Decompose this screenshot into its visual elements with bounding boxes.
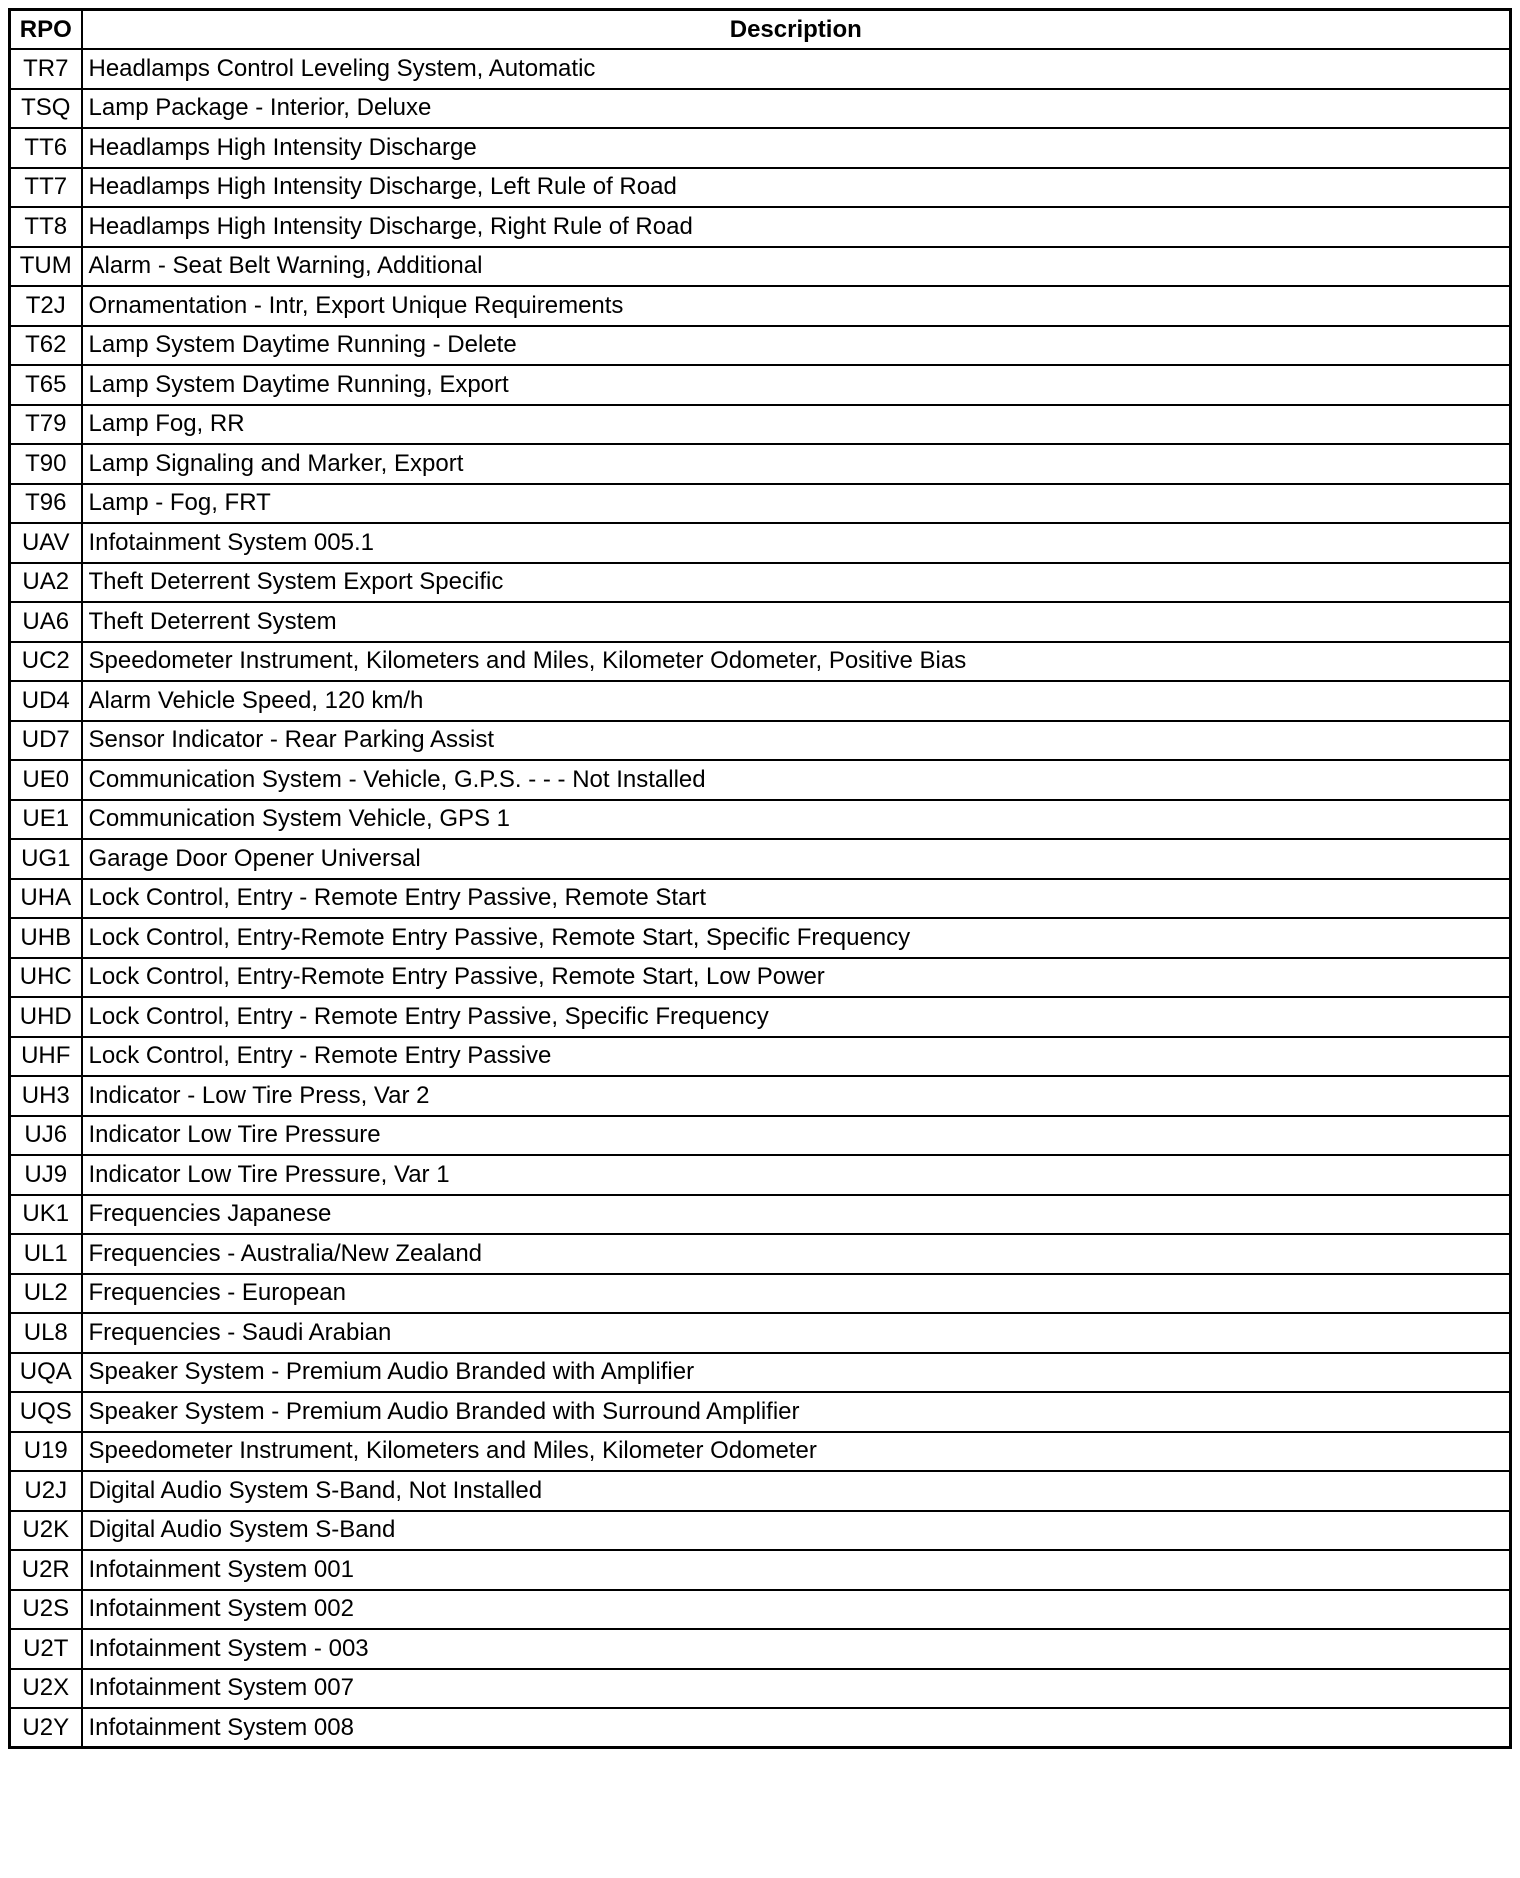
description-cell: Lock Control, Entry - Remote Entry Passive, Remote Start xyxy=(82,879,1511,919)
rpo-code-cell: U19 xyxy=(10,1432,82,1472)
description-cell: Lock Control, Entry - Remote Entry Passive xyxy=(82,1037,1511,1077)
table-row xyxy=(10,1471,1511,1511)
table-row xyxy=(10,1234,1511,1274)
description-cell: Communication System - Vehicle, G.P.S. - - - Not Installed xyxy=(82,760,1511,800)
table-row xyxy=(10,89,1511,129)
table-row xyxy=(10,1155,1511,1195)
rpo-code-cell: TSQ xyxy=(10,89,82,129)
table-row xyxy=(10,1590,1511,1630)
table-header xyxy=(10,10,1511,50)
description-cell: Lamp Package - Interior, Deluxe xyxy=(82,89,1511,129)
rpo-code-cell: TR7 xyxy=(10,49,82,89)
header-description: Description xyxy=(82,10,1511,50)
description-cell: Frequencies - European xyxy=(82,1274,1511,1314)
rpo-code-cell: U2R xyxy=(10,1550,82,1590)
rpo-code-cell: UHD xyxy=(10,997,82,1037)
rpo-code-cell: T96 xyxy=(10,484,82,524)
rpo-code-cell: UD7 xyxy=(10,721,82,761)
table-row xyxy=(10,1353,1511,1393)
rpo-code-cell: UC2 xyxy=(10,642,82,682)
description-cell: Alarm - Seat Belt Warning, Additional xyxy=(82,247,1511,287)
description-cell: Communication System Vehicle, GPS 1 xyxy=(82,800,1511,840)
rpo-code-cell: UA6 xyxy=(10,602,82,642)
table-row xyxy=(10,602,1511,642)
table-row xyxy=(10,642,1511,682)
description-cell: Digital Audio System S-Band, Not Installed xyxy=(82,1471,1511,1511)
rpo-code-cell: UE1 xyxy=(10,800,82,840)
rpo-code-cell: UL1 xyxy=(10,1234,82,1274)
rpo-code-cell: U2T xyxy=(10,1629,82,1669)
table-row xyxy=(10,1669,1511,1709)
rpo-code-cell: T2J xyxy=(10,286,82,326)
description-cell: Lock Control, Entry-Remote Entry Passive, Remote Start, Specific Frequency xyxy=(82,918,1511,958)
rpo-code-cell: UA2 xyxy=(10,563,82,603)
description-cell: Alarm Vehicle Speed, 120 km/h xyxy=(82,681,1511,721)
description-cell: Speaker System - Premium Audio Branded with Amplifier xyxy=(82,1353,1511,1393)
table-row xyxy=(10,1550,1511,1590)
rpo-code-cell: U2K xyxy=(10,1511,82,1551)
table-row xyxy=(10,1116,1511,1156)
description-cell: Infotainment System 008 xyxy=(82,1708,1511,1748)
rpo-code-cell: UJ6 xyxy=(10,1116,82,1156)
description-cell: Indicator Low Tire Pressure, Var 1 xyxy=(82,1155,1511,1195)
rpo-code-cell: T62 xyxy=(10,326,82,366)
table-body xyxy=(10,49,1511,1748)
rpo-code-cell: UQS xyxy=(10,1392,82,1432)
table-row xyxy=(10,681,1511,721)
rpo-code-cell: UE0 xyxy=(10,760,82,800)
description-cell: Sensor Indicator - Rear Parking Assist xyxy=(82,721,1511,761)
description-cell: Speaker System - Premium Audio Branded with Surround Amplifier xyxy=(82,1392,1511,1432)
description-cell: Theft Deterrent System Export Specific xyxy=(82,563,1511,603)
rpo-code-cell: U2Y xyxy=(10,1708,82,1748)
rpo-code-cell: TUM xyxy=(10,247,82,287)
rpo-code-cell: UHB xyxy=(10,918,82,958)
table-row xyxy=(10,1037,1511,1077)
rpo-code-cell: T65 xyxy=(10,365,82,405)
rpo-code-cell: TT8 xyxy=(10,207,82,247)
description-cell: Frequencies - Australia/New Zealand xyxy=(82,1234,1511,1274)
rpo-code-cell: UK1 xyxy=(10,1195,82,1235)
table-row xyxy=(10,286,1511,326)
table-row xyxy=(10,800,1511,840)
rpo-code-cell: UL8 xyxy=(10,1313,82,1353)
rpo-code-cell: T79 xyxy=(10,405,82,445)
rpo-table xyxy=(8,8,1512,1749)
table-row xyxy=(10,997,1511,1037)
rpo-code-cell: UJ9 xyxy=(10,1155,82,1195)
description-cell: Speedometer Instrument, Kilometers and Miles, Kilometer Odometer xyxy=(82,1432,1511,1472)
rpo-code-cell: UQA xyxy=(10,1353,82,1393)
table-row xyxy=(10,444,1511,484)
header-rpo: RPO xyxy=(10,10,82,50)
description-cell: Lamp - Fog, FRT xyxy=(82,484,1511,524)
description-cell: Lamp System Daytime Running - Delete xyxy=(82,326,1511,366)
description-cell: Speedometer Instrument, Kilometers and Miles, Kilometer Odometer, Positive Bias xyxy=(82,642,1511,682)
description-cell: Digital Audio System S-Band xyxy=(82,1511,1511,1551)
table-row xyxy=(10,523,1511,563)
table-row xyxy=(10,918,1511,958)
table-row xyxy=(10,563,1511,603)
description-cell: Headlamps High Intensity Discharge, Right Rule of Road xyxy=(82,207,1511,247)
table-row xyxy=(10,1629,1511,1669)
description-cell: Frequencies - Saudi Arabian xyxy=(82,1313,1511,1353)
table-row xyxy=(10,760,1511,800)
table-row xyxy=(10,1392,1511,1432)
table-row xyxy=(10,1708,1511,1748)
table-row xyxy=(10,168,1511,208)
rpo-code-cell: TT6 xyxy=(10,128,82,168)
description-cell: Infotainment System - 003 xyxy=(82,1629,1511,1669)
description-cell: Infotainment System 002 xyxy=(82,1590,1511,1630)
description-cell: Theft Deterrent System xyxy=(82,602,1511,642)
table-row xyxy=(10,207,1511,247)
description-cell: Lamp Signaling and Marker, Export xyxy=(82,444,1511,484)
description-cell: Headlamps High Intensity Discharge xyxy=(82,128,1511,168)
table-row xyxy=(10,879,1511,919)
rpo-code-cell: TT7 xyxy=(10,168,82,208)
table-row xyxy=(10,326,1511,366)
description-cell: Lock Control, Entry - Remote Entry Passive, Specific Frequency xyxy=(82,997,1511,1037)
table-row xyxy=(10,839,1511,879)
table-row xyxy=(10,365,1511,405)
description-cell: Headlamps High Intensity Discharge, Left Rule of Road xyxy=(82,168,1511,208)
table-row xyxy=(10,958,1511,998)
rpo-code-cell: UD4 xyxy=(10,681,82,721)
rpo-code-cell: U2J xyxy=(10,1471,82,1511)
rpo-code-cell: U2S xyxy=(10,1590,82,1630)
description-cell: Infotainment System 007 xyxy=(82,1669,1511,1709)
rpo-code-cell: T90 xyxy=(10,444,82,484)
rpo-code-cell: U2X xyxy=(10,1669,82,1709)
table-row xyxy=(10,1432,1511,1472)
description-cell: Infotainment System 001 xyxy=(82,1550,1511,1590)
table-row xyxy=(10,721,1511,761)
rpo-code-cell: UHC xyxy=(10,958,82,998)
description-cell: Lamp System Daytime Running, Export xyxy=(82,365,1511,405)
description-cell: Infotainment System 005.1 xyxy=(82,523,1511,563)
table-row xyxy=(10,128,1511,168)
description-cell: Frequencies Japanese xyxy=(82,1195,1511,1235)
table-row xyxy=(10,1274,1511,1314)
table-row xyxy=(10,484,1511,524)
description-cell: Ornamentation - Intr, Export Unique Requirements xyxy=(82,286,1511,326)
table-row xyxy=(10,1076,1511,1116)
description-cell: Lock Control, Entry-Remote Entry Passive, Remote Start, Low Power xyxy=(82,958,1511,998)
rpo-code-cell: UHF xyxy=(10,1037,82,1077)
description-cell: Indicator - Low Tire Press, Var 2 xyxy=(82,1076,1511,1116)
rpo-code-cell: UG1 xyxy=(10,839,82,879)
table-row xyxy=(10,405,1511,445)
rpo-code-cell: UAV xyxy=(10,523,82,563)
description-cell: Headlamps Control Leveling System, Automatic xyxy=(82,49,1511,89)
table-row xyxy=(10,49,1511,89)
table-row xyxy=(10,247,1511,287)
rpo-code-cell: UHA xyxy=(10,879,82,919)
description-cell: Garage Door Opener Universal xyxy=(82,839,1511,879)
table-row xyxy=(10,1313,1511,1353)
description-cell: Indicator Low Tire Pressure xyxy=(82,1116,1511,1156)
rpo-code-cell: UH3 xyxy=(10,1076,82,1116)
header-row xyxy=(10,10,1511,50)
table-row xyxy=(10,1195,1511,1235)
table-row xyxy=(10,1511,1511,1551)
rpo-code-cell: UL2 xyxy=(10,1274,82,1314)
description-cell: Lamp Fog, RR xyxy=(82,405,1511,445)
